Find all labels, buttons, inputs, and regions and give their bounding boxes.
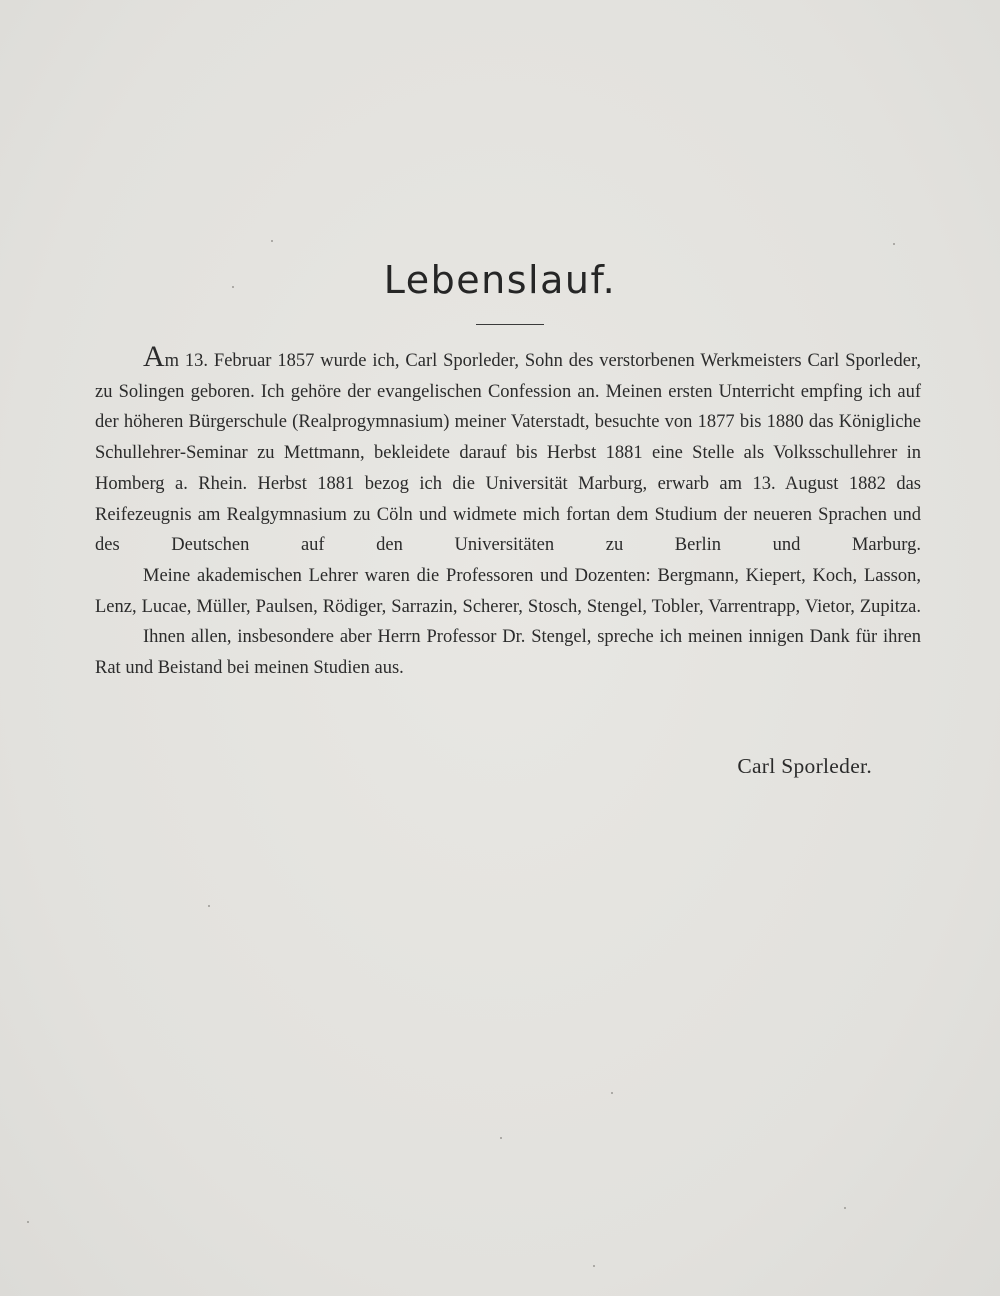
paper-speck [232, 286, 234, 288]
paper-speck [27, 1221, 29, 1223]
paper-speck [844, 1207, 846, 1209]
drop-cap: A [143, 340, 165, 373]
body-text [95, 340, 921, 684]
paragraph-1-text: m 13. Februar 1857 wurde ich, Carl Sporleder, Sohn des verstorbenen Werkmeisters Carl Sporleder, zu Solingen geboren. Ich gehöre der evangelischen Confession an. Meinen ersten Unterricht empfing ich auf der höheren Bürgerschule (Realprogymnasium) meiner Vaterstadt, besuchte von 1877 bis 1880 das Königliche Schullehrer-Seminar zu Mettmann, bekleidete darauf bis Herbst 1881 eine Stelle als Volksschullehrer in Homberg a. Rhein. Herbst 1881 bezog ich die Universität Marburg, erwarb am 13. August 1882 das Reifezeugnis am Realgymnasium zu Cöln und widmete mich fortan dem Studium der neueren Sprachen und des Deutschen auf den Universitäten zu Berlin und Marburg. [95, 351, 921, 556]
page-title: Lebenslauf. [383, 258, 617, 302]
paper-speck [271, 240, 273, 242]
paper-speck [593, 1265, 595, 1267]
paper-speck [500, 1137, 502, 1139]
signature: Carl Sporleder. [737, 754, 872, 778]
paragraph-3: Ihnen allen, insbesondere aber Herrn Professor Dr. Stengel, spreche ich meinen innigen Dank für ihren Rat und Beistand bei meinen Studien aus. [95, 627, 921, 679]
paper-speck [893, 243, 895, 245]
paragraph-2: Meine akademischen Lehrer waren die Professoren und Dozenten: Bergmann, Kiepert, Koch, Lasson, Lenz, Lucae, Müller, Paulsen, Rödiger, Sarrazin, Scherer, Stosch, Stengel, Tobler, Varrentrapp, Vietor, Zupitza. [95, 565, 921, 617]
title-divider [476, 324, 544, 325]
paper-speck [611, 1092, 613, 1094]
paragraph-1 [95, 340, 921, 561]
paper-speck [208, 905, 210, 907]
